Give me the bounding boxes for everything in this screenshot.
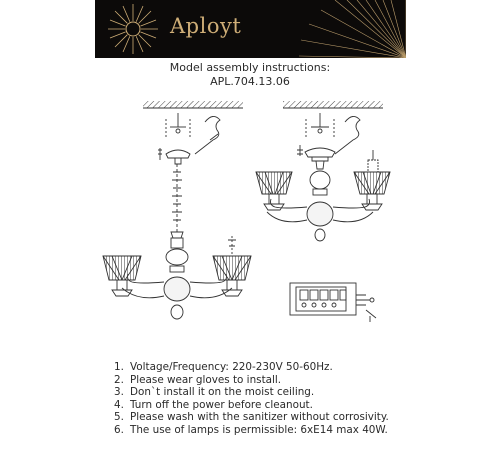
item-number: 1. (114, 361, 124, 373)
item-number: 6. (114, 423, 124, 436)
item-text: Don`t install it on the moist ceiling. (130, 386, 315, 399)
item-text: Please wash with the sanitizer without corrosivity. (130, 411, 389, 424)
model-number: APL.704.13.06 (210, 75, 290, 88)
item-number: 5. (114, 411, 124, 424)
page-title: Model assembly instructions: (169, 61, 331, 74)
item-text: The use of lamps is permissible: 6xE14 max 40W. (130, 423, 388, 436)
chandelier-ceiling-icon (256, 101, 390, 241)
instructions-list (114, 361, 389, 437)
list-item (114, 361, 389, 374)
brand-name: Aployt (170, 14, 242, 38)
item-text: Turn off the power before cleanout. (130, 398, 313, 411)
item-number: 4. (114, 398, 124, 411)
list-item (114, 411, 389, 424)
list-item (114, 374, 389, 387)
terminal-block-icon (290, 283, 376, 322)
list-item (114, 386, 389, 399)
list-item (114, 424, 389, 437)
list-item (114, 399, 389, 412)
item-number: 3. (114, 386, 124, 399)
item-text: Please wear gloves to install. (130, 373, 282, 386)
item-number: 2. (114, 373, 124, 386)
item-text: Voltage/Frequency: 220-230V 50-60Hz. (130, 361, 333, 373)
chandelier-chain-icon (103, 101, 251, 319)
